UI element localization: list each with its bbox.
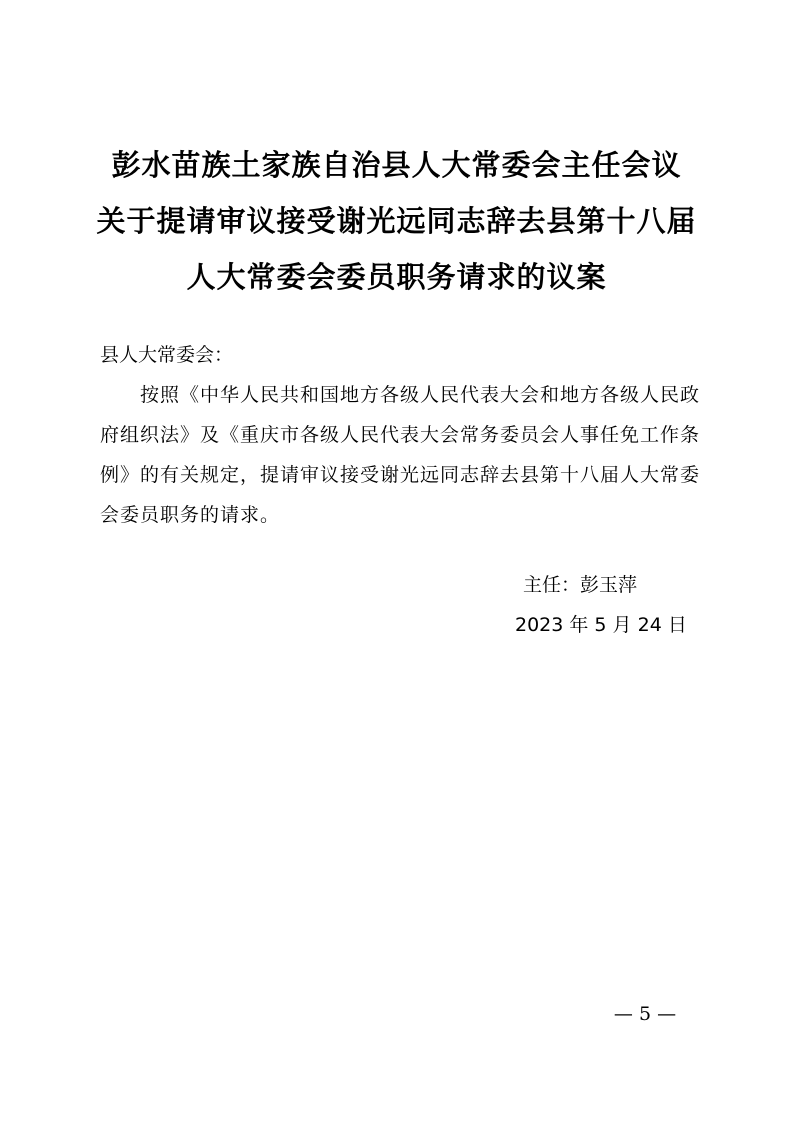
signature-date: 2023 年 5 月 24 日	[515, 614, 687, 636]
body-paragraph: 按照《中华人民共和国地方各级人民代表大会和地方各级人民政府组织法》及《重庆市各级人民代表大会常务委员会人事任免工作条例》的有关规定，提请审议接受谢光远同志辞去县第十八届人大常委会委员职务的请求。	[100, 384, 701, 526]
title-line-2: 关于提请审议接受谢光远同志辞去县第十八届	[96, 204, 697, 238]
document-title	[0, 137, 793, 305]
signature-title-name: 主任：彭玉萍	[523, 574, 638, 596]
signature-block	[515, 565, 687, 645]
document-body	[100, 335, 700, 535]
page-number: — 5 —	[613, 1003, 677, 1025]
title-line-3: 人大常委会委员职务请求的议案	[186, 260, 607, 294]
title-line-1: 彭水苗族土家族自治县人大常委会主任会议	[111, 148, 682, 182]
salutation: 县人大常委会：	[100, 344, 234, 366]
